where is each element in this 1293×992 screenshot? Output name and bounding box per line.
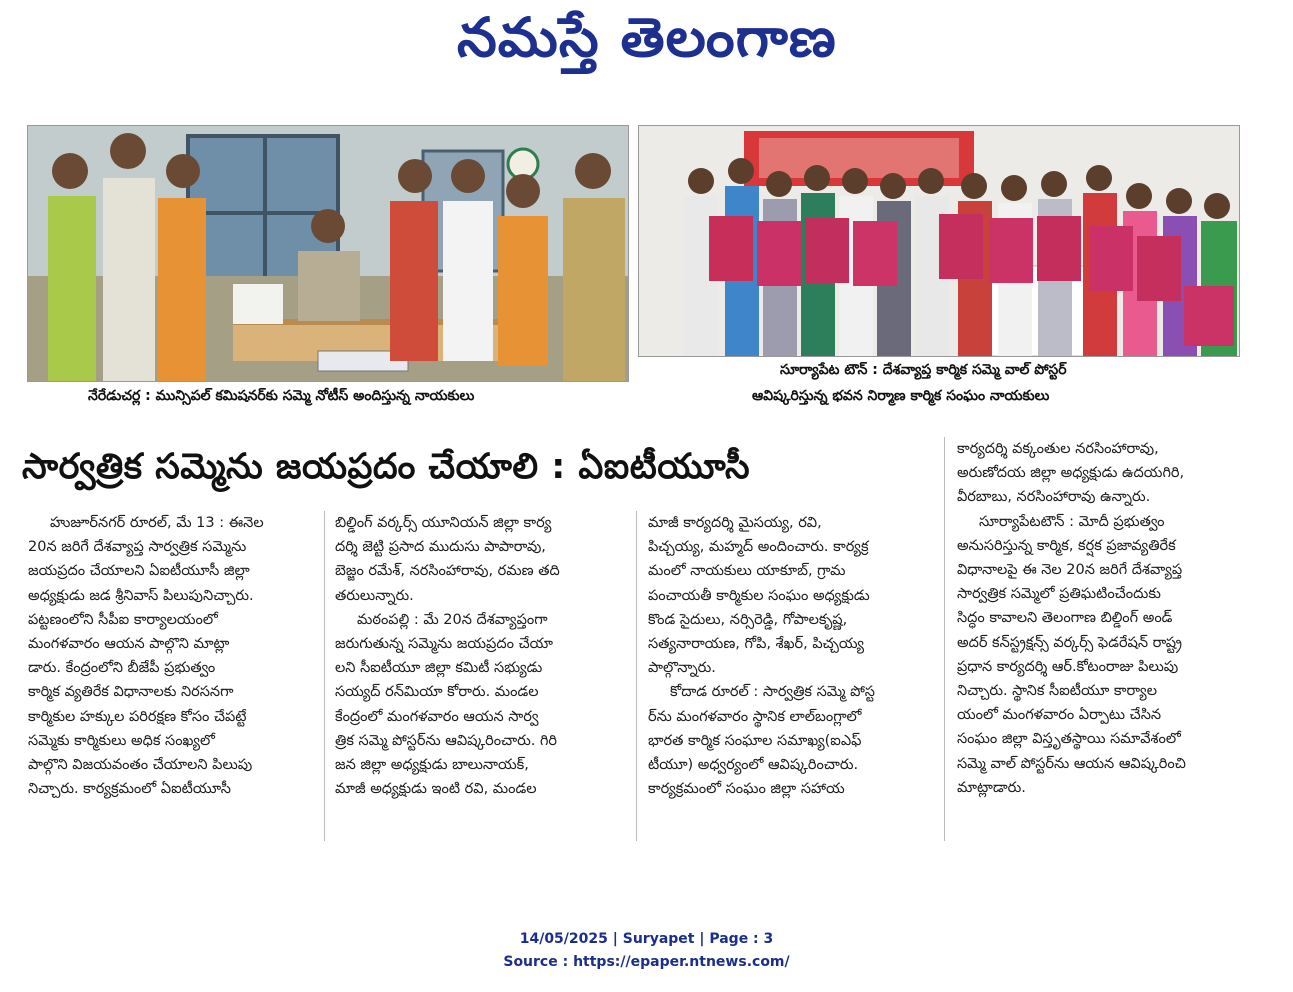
article-line: సమ్మె వాల్ పోస్టర్‌ను ఆయన ఆవిష్కరించి xyxy=(957,755,1186,772)
article-column-4 xyxy=(957,437,1242,800)
article-line: అరుణోదయ జిల్లా అధ్యక్షుడు ఉదయగిరి, xyxy=(957,465,1185,482)
article-line: కార్యక్రమంలో సంఘం జిల్లా సహాయ xyxy=(648,781,845,798)
footer-source-link[interactable]: Source : https://epaper.ntnews.com/ xyxy=(503,954,790,970)
footer-edition: 14/05/2025 | Suryapet | Page : 3 xyxy=(519,931,774,947)
article-column-3 xyxy=(648,511,933,801)
article-line: కార్యదర్శి వక్కంతుల నరసింహారావు, xyxy=(957,441,1159,457)
article-line: సయ్యద్ రన్‌మియా కోరారు. మండల xyxy=(335,684,539,701)
photo-caption-right-line2: ఆవిష్కరిస్తున్న భవన నిర్మాణ కార్మిక సంఘం నాయకులు xyxy=(752,388,1050,404)
article-line: జయప్రదం చేయాలని ఏఐటీయూసీ జిల్లా xyxy=(28,563,250,580)
article-line: ప్రధాన కార్యదర్శి ఆర్.కోటంరాజు పిలుపు xyxy=(957,658,1179,675)
article-line: త్రిక సమ్మె పోస్టర్‌ను ఆవిష్కరించారు. గిరి xyxy=(335,732,558,749)
article-column-2 xyxy=(335,511,620,801)
article-line: డారు. కేంద్రంలోని బీజేపీ ప్రభుత్వం xyxy=(28,660,216,677)
article-line: సత్యనారాయణ, గోపి, శేఖర్, పిచ్చయ్య xyxy=(648,636,865,653)
article-line: మంలో నాయకులు యాకూబ్, గ్రామ xyxy=(648,563,846,580)
article-line: పట్టణంలోని సీపీఐ కార్యాలయంలో xyxy=(28,611,218,628)
article-line: జరుగుతున్న సమ్మెను జయప్రదం చేయా xyxy=(335,636,553,653)
article-line: సంఘం జిల్లా విస్తృతస్థాయి సమావేశంలో xyxy=(957,731,1181,748)
article-line: ర్‌ను మంగళవారం స్థానిక లాల్‌బంగ్లాలో xyxy=(648,708,862,725)
article-line: మాజీ కార్యదర్శి మైసయ్య, రవి, xyxy=(648,515,822,531)
masthead xyxy=(0,0,1293,80)
article-line: యంలో మంగళవారం ఏర్పాటు చేసిన xyxy=(957,707,1162,724)
article-line: మాజీ అధ్యక్షుడు ఇంటి రవి, మండల xyxy=(335,781,537,798)
article-headline: సార్వత్రిక సమ్మెను జయప్రదం చేయాలి : ఏఐటీయూసీ xyxy=(22,447,751,487)
column-divider xyxy=(944,437,945,841)
article-line: నిచ్చారు. కార్యక్రమంలో ఏఐటీయూసీ xyxy=(28,781,231,798)
photo-caption-left: నేరేడుచర్ల : మున్సిపల్ కమిషనర్‌కు సమ్మె నోటీస్ అందిస్తున్న నాయకులు xyxy=(88,388,475,404)
article-line: పంచాయతీ కార్మికుల సంఘం అధ్యక్షుడు xyxy=(648,587,870,604)
article-line: కోదాడ రూరల్ : సార్వత్రిక సమ్మె పోస్ట xyxy=(670,684,875,701)
column-divider xyxy=(636,511,637,841)
article-column-1 xyxy=(28,511,313,801)
article-line: హుజూర్‌నగర్ రూరల్, మే 13 : ఈనెల xyxy=(50,515,264,531)
article-line: పిచ్చయ్య, మహ్మద్ అందించారు. కార్యక్ర xyxy=(648,539,869,556)
article-line: దర్శి జెట్టి ప్రసాద ముదుసు పాపారావు, xyxy=(335,539,546,556)
article-line: కేంద్రంలో మంగళవారం ఆయన సార్వ xyxy=(335,708,539,725)
article-line: బెజ్జం రమేశ్, నరసింహారావు, రమణ తది xyxy=(335,563,560,580)
photo-municipal-commissioner-illustration xyxy=(28,126,628,381)
article-line: సార్వత్రిక సమ్మెలో ప్రతిఘటించేందుకు xyxy=(957,586,1161,603)
article-line: నిచ్చారు. స్థానిక సీఐటీయూ కార్యాల xyxy=(957,683,1157,700)
article-line: మంగళవారం ఆయన పాల్గొని మాట్లా xyxy=(28,636,230,653)
column-divider xyxy=(324,511,325,841)
article-line: మఠంపల్లి : మే 20న దేశవ్యాప్తంగా xyxy=(357,611,548,628)
article-line: సూర్యాపేటటౌన్ : మోదీ ప్రభుత్వం xyxy=(979,513,1165,530)
photo-caption-right-line1: సూర్యాపేట టౌన్ : దేశవ్యాప్త కార్మిక సమ్మె వాల్ పోస్టర్ xyxy=(780,362,1067,378)
article-line: లని సీఐటీయూ జిల్లా కమిటీ సభ్యుడు xyxy=(335,660,543,677)
article-line: అధ్యక్షుడు జడ శ్రీనివాస్ పిలుపునిచ్చారు. xyxy=(28,587,254,604)
article-line: 20న జరిగే దేశవ్యాప్త సార్వత్రిక సమ్మెను xyxy=(28,539,247,556)
article-line: టీయూ) అధ్వర్యంలో ఆవిష్కరించారు. xyxy=(648,757,859,774)
photo-poster-release xyxy=(638,125,1240,357)
photo-municipal-commissioner xyxy=(27,125,629,382)
article-line: తరులున్నారు. xyxy=(335,587,414,604)
article-line: పాల్గొన్నారు. xyxy=(648,660,716,677)
article-line: వీరబాబు, నరసింహారావు ఉన్నారు. xyxy=(957,489,1151,506)
article-line: పాల్గొని విజయవంతం చేయాలని పిలుపు xyxy=(28,757,253,774)
article-line: భారత కార్మిక సంఘాల సమాఖ్య(ఐఎఫ్ xyxy=(648,732,862,749)
article-line: కార్మికుల హక్కుల పరిరక్షణ కోసం చేపట్టే xyxy=(28,708,247,725)
article-line: విధానాలపై ఈ నెల 20న జరిగే దేశవ్యాప్త xyxy=(957,562,1183,579)
article-line: అదర్ కన్‌స్ట్రక్షన్స్ వర్కర్స్ ఫెడరేషన్ రాష్ట్ర xyxy=(957,634,1183,651)
article-line: అనుసరిస్తున్న కార్మిక, కర్షక ప్రజావ్యతిరేక xyxy=(957,537,1176,554)
article-line: జన జిల్లా అధ్యక్షుడు బాలునాయక్, xyxy=(335,757,529,774)
article-line: కార్మిక వ్యతిరేక విధానాలకు నిరసనగా xyxy=(28,684,234,701)
article-line: సమ్మెకు కార్మికులు అధిక సంఖ్యలో xyxy=(28,732,215,749)
masthead-title: నమస్తే తెలంగాణ xyxy=(456,6,837,69)
article-line: మాట్లాడారు. xyxy=(957,779,1026,796)
photo-poster-release-illustration xyxy=(639,126,1239,356)
article-line: కొండ సైదులు, నర్సిరెడ్డి, గోపాలకృష్ణ, xyxy=(648,611,848,628)
article-line: సిద్ధం కావాలని తెలంగాణ బిల్డింగ్ అండ్ xyxy=(957,610,1173,627)
article-line: బిల్డింగ్ వర్కర్స్ యూనియన్ జిల్లా కార్య xyxy=(335,515,552,531)
